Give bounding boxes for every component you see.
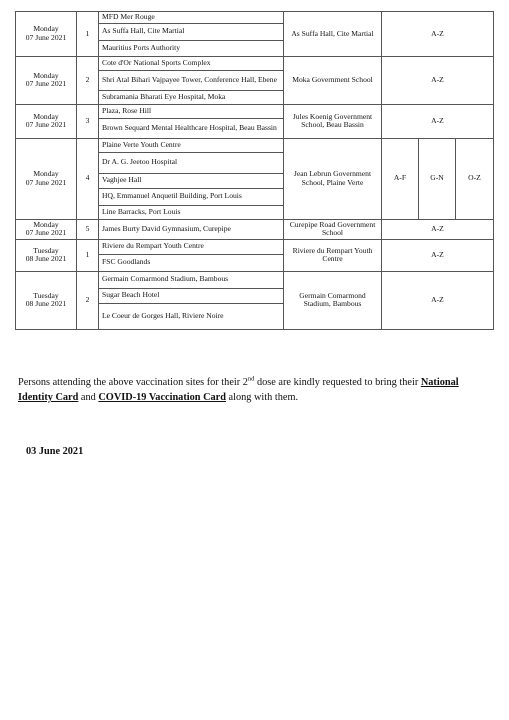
site-cell: James Burty David Gymnasium, Curepipe	[99, 219, 284, 239]
date-label: 07 June 2021	[25, 79, 67, 88]
vaccination-centre-cell: As Suffa Hall, Cite Martial	[284, 12, 382, 57]
site-cell: Le Coeur de Gorges Hall, Riviere Noire	[99, 303, 284, 329]
surname-group-cell: A-Z	[382, 271, 494, 329]
site-cell: Mauritius Ports Authority	[99, 40, 284, 56]
site-cell: Brown Sequard Mental Healthcare Hospital, Beau Bassin	[99, 118, 284, 138]
table-row	[16, 138, 494, 152]
vaccination-centre-cell: Germain Comarmond Stadium, Bambous	[284, 271, 382, 329]
site-cell: As Suffa Hall, Cite Martial	[99, 23, 284, 40]
site-cell: MFD Mer Rouge	[99, 12, 284, 24]
site-cell: Germain Comarmond Stadium, Bambous	[99, 271, 284, 288]
vaccination-centre-cell: Jules Koenig Government School, Beau Bassin	[284, 104, 382, 138]
date-label: 07 June 2021	[25, 120, 67, 129]
date-label: 07 June 2021	[25, 228, 67, 237]
table-row	[16, 12, 494, 24]
national-id-card-text: National Identity Card	[18, 377, 459, 403]
vaccination-card-text: COVID-19 Vaccination Card	[98, 391, 226, 403]
date-cell	[16, 239, 77, 271]
date-cell	[16, 271, 77, 329]
issue-date: 03 June 2021	[26, 446, 84, 457]
vaccination-centre-cell: Jean Lebrun Government School, Plaine Verte	[284, 138, 382, 219]
surname-group-cell: O-Z	[456, 138, 494, 219]
centre-number: 1	[77, 12, 99, 57]
surname-group-cell: A-Z	[382, 219, 494, 239]
vaccination-schedule-table	[15, 11, 494, 330]
day-label: Tuesday	[33, 290, 59, 300]
centre-number: 1	[77, 239, 99, 271]
date-label: 08 June 2021	[25, 299, 67, 308]
centre-number: 2	[77, 56, 99, 104]
table-row	[16, 239, 494, 254]
site-cell: Line Barracks, Port Louis	[99, 205, 284, 219]
site-cell: Dr A. G. Jeetoo Hospital	[99, 152, 284, 173]
surname-group-cell: A-Z	[382, 104, 494, 138]
site-cell: Vaghjee Hall	[99, 173, 284, 188]
table-row	[16, 271, 494, 288]
site-cell: Cote d'Or National Sports Complex	[99, 56, 284, 70]
site-cell: Shri Atal Bihari Vajpayee Tower, Conference Hall, Ebene	[99, 70, 284, 90]
centre-number: 4	[77, 138, 99, 219]
date-label: 07 June 2021	[25, 32, 67, 42]
date-cell	[16, 12, 77, 57]
site-cell: Subramania Bharati Eye Hospital, Moka	[99, 90, 284, 104]
day-label: Monday	[33, 219, 59, 229]
table-row	[16, 56, 494, 70]
date-cell	[16, 138, 77, 219]
vaccination-centre-cell: Moka Government School	[284, 56, 382, 104]
day-label: Monday	[33, 169, 59, 178]
date-label: 07 June 2021	[25, 177, 67, 187]
surname-group-cell: G-N	[419, 138, 456, 219]
centre-number: 2	[77, 271, 99, 329]
date-cell	[16, 219, 77, 239]
day-label: Monday	[33, 24, 59, 34]
site-cell: FSC Goodlands	[99, 254, 284, 271]
day-label: Tuesday	[33, 245, 59, 255]
table-row	[16, 104, 494, 118]
site-cell: Plaine Verte Youth Centre	[99, 138, 284, 152]
date-cell	[16, 104, 77, 138]
date-cell	[16, 56, 77, 104]
date-label: 08 June 2021	[25, 254, 67, 263]
site-cell: Riviere du Rempart Youth Centre	[99, 239, 284, 254]
surname-group-cell: A-F	[382, 138, 419, 219]
day-label: Monday	[33, 70, 59, 80]
instruction-note: Persons attending the above vaccination sites for their 2nd dose are kindly requested to bring their National Identity Card and COVID-19 Vaccination Card along with them.	[18, 375, 459, 403]
surname-group-cell: A-Z	[382, 56, 494, 104]
surname-group-cell: A-Z	[382, 239, 494, 271]
centre-number: 3	[77, 104, 99, 138]
vaccination-centre-cell: Riviere du Rempart Youth Centre	[284, 239, 382, 271]
surname-group-cell: A-Z	[382, 12, 494, 57]
day-label: Monday	[33, 111, 59, 121]
vaccination-centre-cell: Curepipe Road Government School	[284, 219, 382, 239]
site-cell: Sugar Beach Hotel	[99, 288, 284, 303]
centre-number: 5	[77, 219, 99, 239]
site-cell: HQ, Emmanuel Anquetil Building, Port Louis	[99, 188, 284, 205]
table-row	[16, 219, 494, 239]
site-cell: Plaza, Rose Hill	[99, 104, 284, 118]
